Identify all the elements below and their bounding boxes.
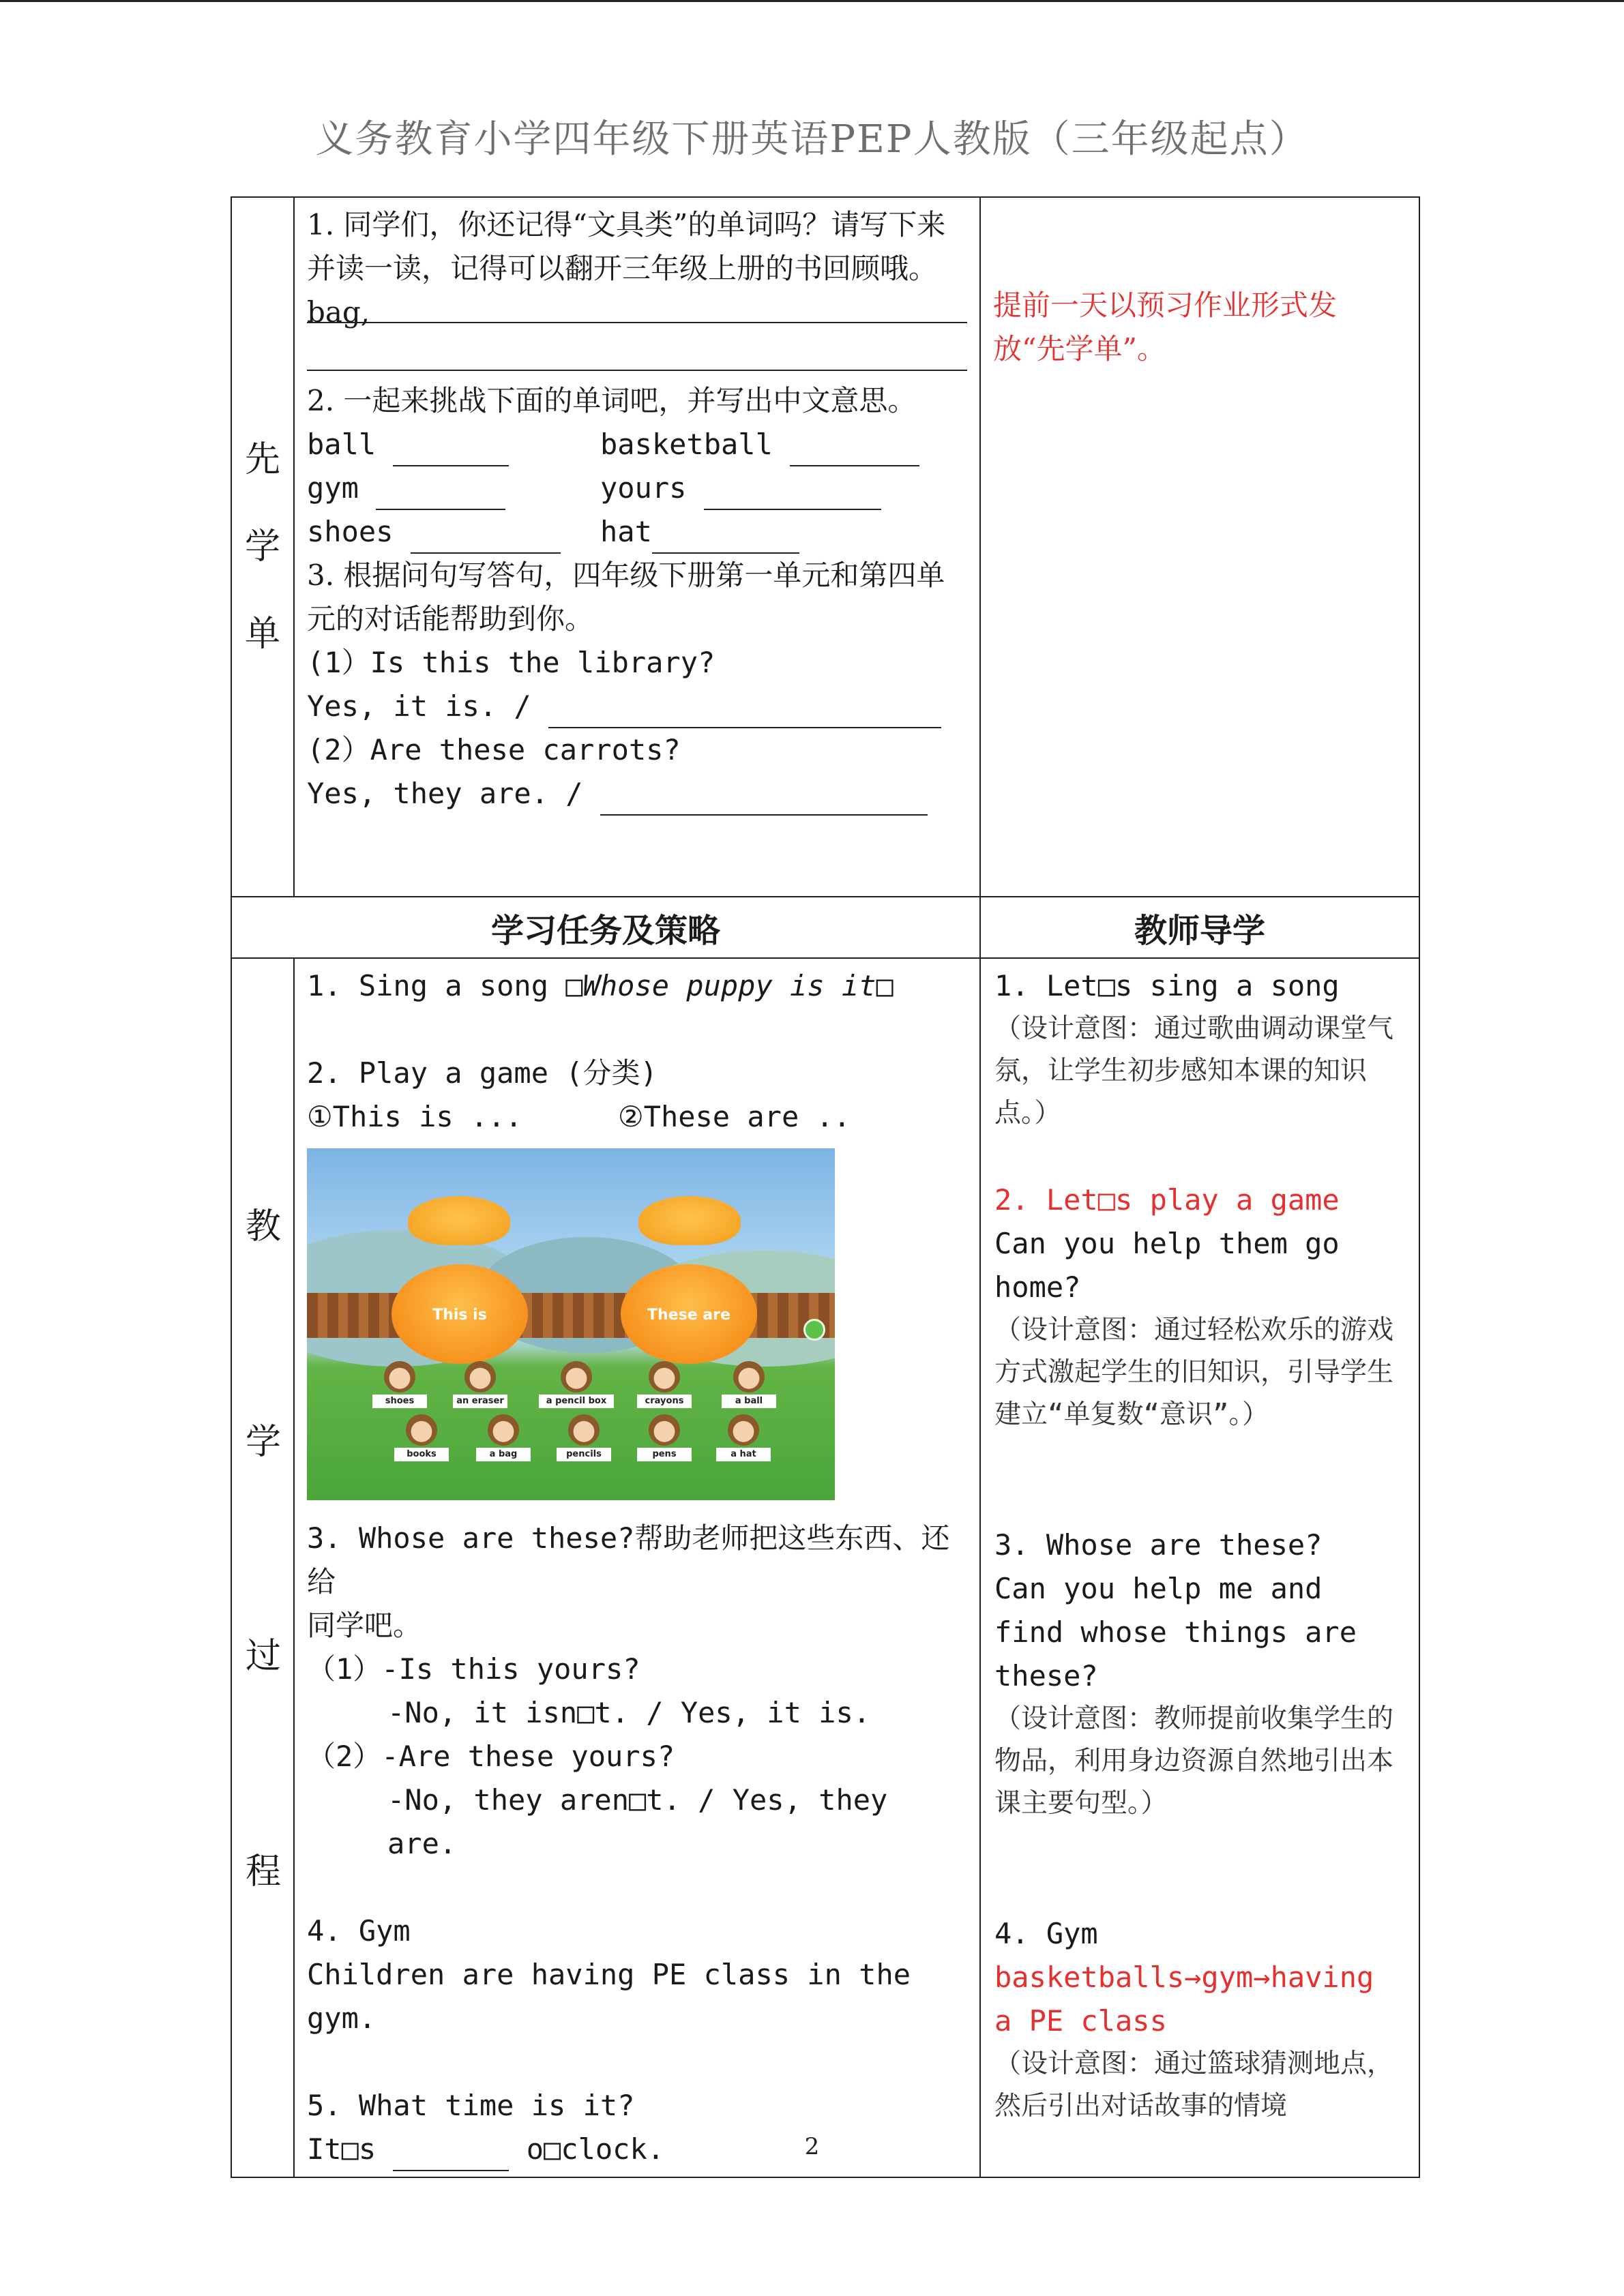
word-blank[interactable] — [790, 434, 919, 466]
pumpkin-these-are[interactable]: These are — [621, 1264, 757, 1364]
word-blank[interactable] — [652, 521, 799, 554]
word-hat: hat — [600, 515, 652, 548]
word-blank[interactable] — [704, 477, 881, 510]
tasks-heading: 学习任务及策略 — [231, 897, 980, 958]
word-ball: ball — [307, 428, 377, 461]
guide-1-title: 1. Let□s sing a song — [994, 969, 1340, 1002]
task-3-a1: -No, it isn□t. / Yes, it is. — [387, 1696, 871, 1729]
question-1-text: 1. 同学们，你还记得“文具类”的单词吗？请写下来并读一读，记得可以翻开三年级上册的书回顾哦。 — [307, 208, 946, 285]
guide-3-text: Can you help me and find whose things are these? — [994, 1572, 1357, 1693]
song-title: Whose puppy is it — [582, 969, 876, 1002]
task-5-answer: It□s o□clock. — [307, 2128, 967, 2171]
word-blank[interactable] — [376, 477, 505, 510]
game-item[interactable]: books — [394, 1414, 449, 1461]
process-side-label: 教 学 过 程 — [231, 958, 294, 2177]
preview-note: 提前一天以预习作业形式发放“先学单”。 — [993, 288, 1338, 366]
classification-game-image — [307, 1148, 835, 1500]
pumpkin-lid-2 — [638, 1196, 741, 1245]
question-3-q2: (2）Are these carrots? — [307, 733, 681, 766]
word-grid — [307, 423, 967, 554]
guide-2-note: （设计意图：通过轻松欢乐的游戏方式激起学生的旧知识，引导学生建立“单复数“意识”。） — [994, 1315, 1394, 1430]
word-shoes: shoes — [307, 515, 394, 548]
word-blank[interactable] — [411, 521, 561, 554]
game-item[interactable]: shoes — [372, 1361, 427, 1408]
guide-heading: 教师导学 — [980, 897, 1419, 958]
task-3-a2: -No, they aren□t. / Yes, they are. — [387, 1783, 888, 1860]
task-3-q2: （2）-Are these yours? — [307, 1740, 675, 1773]
check-icon[interactable] — [803, 1319, 825, 1341]
game-item[interactable]: a hat — [716, 1414, 771, 1461]
task-1: 1. Sing a song □Whose puppy is it□ — [307, 969, 894, 1002]
task-3-line2: 同学吧。 — [307, 1609, 422, 1642]
game-item[interactable]: a ball — [722, 1361, 776, 1408]
game-item[interactable]: a pencil box — [539, 1361, 614, 1408]
top-rule — [0, 0, 1624, 2]
word-gym: gym — [307, 471, 359, 505]
tasks-cell — [294, 958, 980, 2177]
answer-blank[interactable] — [307, 290, 967, 323]
word-yours: yours — [600, 471, 687, 505]
guide-4-title: 4. Gym — [994, 1917, 1098, 1950]
task-5-title: 5. What time is it? — [307, 2089, 635, 2122]
task-4-title: 4. Gym — [307, 1914, 411, 1948]
task-2-title: 2. Play a game (分类) — [307, 1056, 658, 1090]
preview-row — [231, 197, 1419, 897]
question-3-q1: (1）Is this the library? — [307, 646, 715, 679]
guide-1-note: （设计意图：通过歌曲调动课堂气氛，让学生初步感知本课的知识点。） — [994, 1013, 1394, 1129]
question-3-a1: Yes, it is. / — [307, 685, 967, 728]
preview-note-cell — [980, 197, 1419, 897]
page-number: 2 — [804, 2133, 820, 2160]
process-row — [231, 958, 1419, 2177]
game-item[interactable]: pencils — [557, 1414, 611, 1461]
game-item[interactable]: a bag — [476, 1414, 531, 1461]
question-3-a2: Yes, they are. / — [307, 772, 967, 816]
question-2-text: 2. 一起来挑战下面的单词吧，并写出中文意思。 — [307, 384, 917, 417]
guide-2-title: 2. Let□s play a game — [994, 1183, 1340, 1217]
task-2-options: ①This is ... ②These are .. — [307, 1100, 851, 1133]
game-item[interactable]: an eraser — [453, 1361, 507, 1408]
guide-4-flow: basketballs→gym→having a PE class — [994, 1960, 1374, 2038]
lesson-table — [231, 196, 1420, 2178]
word-basketball: basketball — [600, 428, 773, 461]
question-1-answer-line — [307, 290, 967, 334]
heading-row — [231, 897, 1419, 958]
game-item[interactable]: crayons — [637, 1361, 692, 1408]
guide-3-note: （设计意图：教师提前收集学生的物品，利用身边资源自然地引出本课主要句型。） — [994, 1703, 1394, 1819]
word-blank[interactable] — [393, 434, 509, 466]
answer-blank[interactable] — [548, 696, 941, 728]
page-header: 义务教育小学四年级下册英语PEP人教版（三年级起点） — [315, 117, 1309, 162]
preview-content-cell — [294, 197, 980, 897]
task-3-line1: 3. Whose are these?帮助老师把这些东西、还给 — [307, 1521, 950, 1598]
preview-side-label: 先 学 单 — [231, 197, 294, 897]
answer-start: bag, — [307, 295, 370, 329]
guide-2-text: Can you help them go home? — [994, 1227, 1340, 1304]
guide-cell — [980, 958, 1419, 2177]
pumpkin-lid-1 — [408, 1196, 510, 1245]
pumpkin-this-is[interactable]: This is — [392, 1264, 528, 1364]
question-3-text: 3. 根据问句写答句，四年级下册第一单元和第四单元的对话能帮助到你。 — [307, 558, 945, 636]
task-4-text: Children are having PE class in the gym. — [307, 1958, 911, 2035]
task-3-q1: （1）-Is this yours? — [307, 1652, 640, 1686]
guide-4-note: （设计意图：通过篮球猜测地点，然后引出对话故事的情境 — [994, 2048, 1394, 2121]
answer-blank[interactable] — [600, 783, 928, 816]
answer-blank-2[interactable] — [307, 334, 967, 371]
game-item[interactable]: pens — [637, 1414, 692, 1461]
guide-3-title: 3. Whose are these? — [994, 1528, 1323, 1562]
